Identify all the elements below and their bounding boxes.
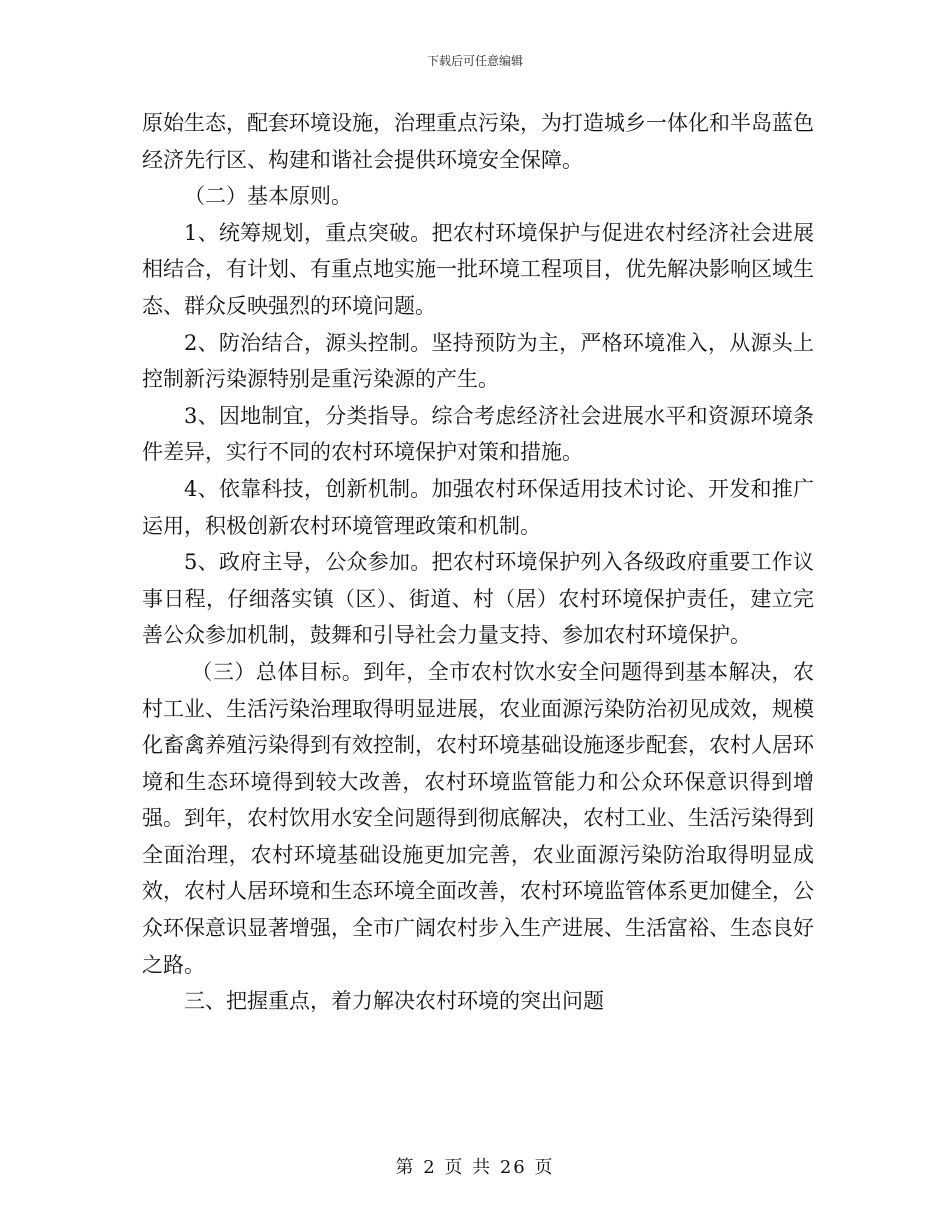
section-heading-key-issues: 三、把握重点，着力解决农村环境的突出问题: [184, 989, 604, 1014]
principle-5: 5、政府主导，公众参加。把农村环境保护列入各级政府重要工作议事日程，仔细落实镇（区）、街道、村（居）农村环境保护责任，建立完善公众参加机制，鼓舞和引导社会力量支持、参加农村环境保护。: [142, 550, 814, 648]
principle-4: 4、依靠科技，创新机制。加强农村环保适用技术讨论、开发和推广运用，积极创新农村环境管理政策和机制。: [142, 476, 814, 538]
principle-1: 1、统筹规划，重点突破。把农村环境保护与促进农村经济社会进展相结合，有计划、有重点地实施一批环境工程项目，优先解决影响区域生态、群众反映强烈的环境问题。: [142, 220, 814, 318]
overall-goals-paragraph: （三）总体目标。到年，全市农村饮水安全问题得到基本解决，农村工业、生活污染治理取得明显进展，农业面源污染防治初见成效，规模化畜禽养殖污染得到有效控制，农村环境基础设施逐步配套，农村人居环境和生态环境得到较大改善，农村环境监管能力和公众环保意识得到增强。到年，农村饮用水安全问题得到彻底解决，农村工业、生活污染得到全面治理，农村环境基础设施更加完善，农业面源污染防治取得明显成效，农村人居环境和生态环境全面改善，农村环境监管体系更加健全，公众环保意识显著增强，全市广阔农村步入生产进展、生活富裕、生态良好之路。: [142, 659, 814, 977]
page-header-note: 下载后可任意编辑: [426, 54, 523, 68]
document-body: [142, 105, 814, 1020]
page-number: 第 2 页 共 26 页: [395, 1157, 555, 1178]
section-heading-basic-principles: （二）基本原则。: [184, 184, 352, 209]
principle-2: 2、防治结合，源头控制。坚持预防为主，严格环境准入，从源头上控制新污染源特别是重污染源的产生。: [142, 330, 814, 392]
paragraph-intro-continued: 原始生态，配套环境设施，治理重点污染，为打造城乡一体化和半岛蓝色经济先行区、构建和谐社会提供环境安全保障。: [142, 111, 814, 172]
principle-3: 3、因地制宜，分类指导。综合考虑经济社会进展水平和资源环境条件差异，实行不同的农村环境保护对策和措施。: [142, 403, 814, 465]
